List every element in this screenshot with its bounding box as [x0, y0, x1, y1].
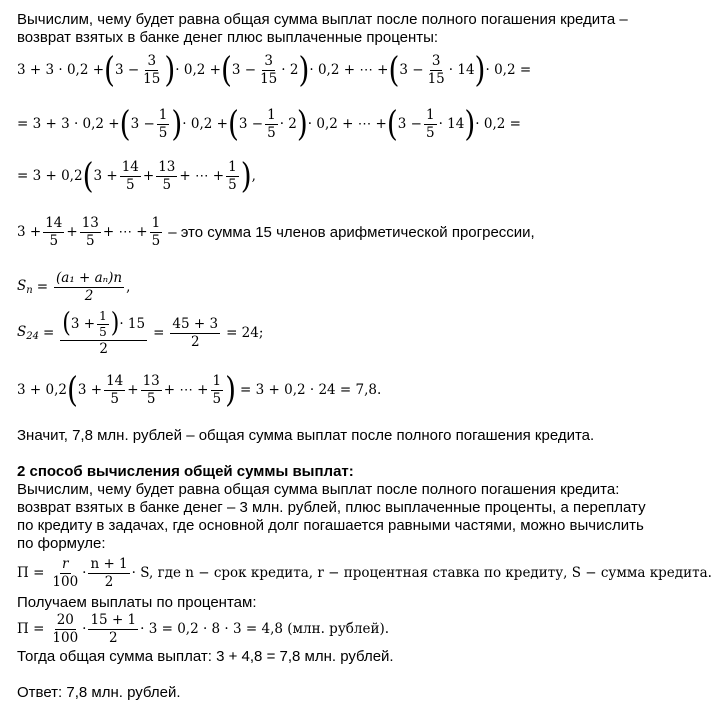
equation-progression	[17, 212, 535, 252]
equation-sum-simplified: = 3 + 3 · 0,2 + ( 3 − $\frac{1}{5}$ ) · 0,2 + ( 3 − $\frac{1}{5}$ · 2 ) · 0,2 + ⋯ + ( 3 − $\frac{1}{5}$ · 14 ) · 0,2 =	[17, 102, 521, 144]
eq5-fraction: $\frac{\text{(a₁ + aₙ)n}}{2}$	[56, 270, 123, 304]
eq5-equals: =	[36, 279, 49, 295]
formula-fraction-2: $\frac{n + 1}{2}$	[90, 556, 128, 590]
eq1-term2-post: · 0,2 + ⋯ +	[309, 62, 389, 78]
eq1-term3-post: · 0,2 =	[485, 62, 532, 78]
eq1-term1-post: · 0,2 +	[175, 62, 221, 78]
eq4-fraction-1: $\frac{14}{5}$	[45, 215, 63, 249]
eq3-plus-dots: + ⋯ +	[179, 168, 225, 184]
eq3-fraction-1: $\frac{14}{5}$	[121, 159, 139, 193]
eq7-fraction-2: $\frac{13}{5}$	[142, 373, 160, 407]
calc-rest: · 3 = 0,2 · 8 · 3 = 4,8 (млн. рублей).	[140, 621, 390, 637]
eq6-result: = 24;	[226, 325, 264, 341]
eq3-fraction-2: $\frac{13}{5}$	[158, 159, 176, 193]
eq2-term2-fraction: $\frac{1}{5}$	[267, 107, 276, 141]
eq3-a: 3 +	[93, 168, 118, 184]
eq7-a: 3 +	[77, 382, 103, 398]
eq3-plus-1: +	[142, 168, 155, 184]
eq1-term2-fraction: $\frac{3}{15}$	[260, 53, 278, 87]
intro-line-1: Вычислим, чему будет равна общая сумма выплат после полного погашения кредита –	[17, 11, 628, 28]
eq6-equals: =	[42, 325, 55, 341]
eq4-a: 3 +	[17, 224, 42, 240]
formula-fraction-1: $\frac{r}{100}$	[52, 556, 79, 590]
eq2-term2-post: · 0,2 + ⋯ +	[307, 116, 387, 132]
calc-fraction-1: $\frac{20}{100}$	[52, 612, 79, 646]
eq4-plus-dots: + ⋯ +	[102, 224, 148, 240]
calc-dot: ·	[82, 621, 87, 637]
eq5-end: ,	[126, 279, 131, 295]
eq6-fraction-main: ( 3 + $\frac{1}{5}$ ) · 15 2	[62, 308, 146, 357]
eq7-start: 3 + 0,2	[17, 382, 67, 398]
eq1-term2-mid: · 2	[281, 62, 299, 78]
eq2-term3-pre: 3 −	[397, 116, 422, 132]
eq1-term3-fraction: $\frac{3}{15}$	[427, 53, 445, 87]
answer-line: Ответ: 7,8 млн. рублей.	[17, 684, 181, 701]
eq2-term1-fraction: $\frac{1}{5}$	[158, 107, 168, 141]
eq7-fraction-1: $\frac{14}{5}$	[106, 373, 124, 407]
eq2-start: = 3 + 3 · 0,2 +	[17, 116, 120, 132]
eq3-fraction-3: $\frac{1}{5}$	[228, 159, 237, 193]
eq2-term3-mid: · 14	[438, 116, 465, 132]
eq4-fraction-2: $\frac{13}{5}$	[81, 215, 99, 249]
total-line: Тогда общая сумма выплат: 3 + 4,8 = 7,8 млн. рублей.	[17, 648, 394, 665]
overpayment-formula	[17, 553, 712, 593]
eq7-plus-1: +	[127, 382, 139, 398]
eq1-term2-pre: 3 −	[231, 62, 257, 78]
eq2-term3-fraction: $\frac{1}{5}$	[426, 107, 435, 141]
eq3-end: ,	[251, 168, 256, 184]
eq7-plus-dots: + ⋯ +	[163, 382, 209, 398]
eq4-fraction-3: $\frac{1}{5}$	[151, 215, 161, 249]
equation-s24	[17, 310, 263, 356]
eq1-term3-mid: · 14	[448, 62, 475, 78]
intro-line-2: возврат взятых в банке денег плюс выплаченные проценты:	[17, 29, 439, 46]
eq1-start: 3 + 3 · 0,2 +	[17, 62, 105, 78]
formula-rest: · S, где n − срок кредита, r − процентная ставка по кредиту, S − сумма кредита.	[131, 565, 712, 581]
formula-lhs: П =	[17, 565, 45, 581]
eq1-term3-pre: 3 −	[399, 62, 424, 78]
eq2-term2-mid: · 2	[279, 116, 297, 132]
eq4-text: – это сумма 15 членов арифметической прогрессии,	[168, 223, 535, 241]
formula-dot: ·	[82, 565, 87, 581]
eq6-lhs: $S_{24}$	[17, 324, 39, 342]
eq6-fraction-2: $\frac{45 + 3}{2}$	[172, 316, 219, 350]
eq4-plus-1: +	[66, 224, 78, 240]
method-2-line-3: по кредиту в задачах, где основной долг погашается равными частями, можно вычислить	[17, 517, 644, 534]
equation-sum-formula	[17, 268, 130, 306]
conclusion-1: Значит, 7,8 млн. рублей – общая сумма выплат после полного погашения кредита.	[17, 427, 595, 444]
equation-sum-expanded: 3 + 3 · 0,2 + ( 3 − $\frac{3}{15}$ ) · 0,2 + ( 3 − $\frac{3}{15}$ · 2 ) · 0,2 + ⋯ + ( 3 − $\frac{3}{15}$ · 14 ) · 0,2 =	[17, 48, 532, 90]
method-2-line-2: возврат взятых в банке денег – 3 млн. рублей, плюс выплаченные проценты, а переплату	[17, 499, 646, 516]
eq6-inner-fraction: $\frac{1}{5}$	[99, 309, 107, 339]
equation-factored: = 3 + 0,2 ( 3 + $\frac{14}{5}$ + $\frac{13}{5}$ + ⋯ + $\frac{1}{5}$ ) ,	[17, 154, 256, 196]
eq2-term2-pre: 3 −	[238, 116, 264, 132]
eq1-term1-fraction: $\frac{3}{15}$	[143, 53, 161, 87]
calc-fraction-2: $\frac{15 + 1}{2}$	[90, 612, 137, 646]
equation-final-result: 3 + 0,2 ( 3 + $\frac{14}{5}$ + $\frac{13}{5}$ + ⋯ + $\frac{1}{5}$ ) = 3 + 0,2 · 24 = 7,8.	[17, 368, 382, 410]
method-2-line-1: Вычислим, чему будет равна общая сумма выплат после полного погашения кредита:	[17, 481, 620, 498]
receive-line: Получаем выплаты по процентам:	[17, 594, 257, 611]
eq7-end: = 3 + 0,2 · 24 = 7,8.	[240, 382, 382, 398]
eq6-equals-2: =	[153, 325, 165, 341]
method-2-heading: 2 способ вычисления общей суммы выплат:	[17, 463, 354, 480]
eq1-term1-pre: 3 −	[114, 62, 140, 78]
eq5-lhs: $S_n$	[17, 278, 33, 296]
method-2-line-4: по формуле:	[17, 535, 106, 552]
interest-calculation	[17, 609, 389, 649]
eq3-start: = 3 + 0,2	[17, 168, 83, 184]
eq7-fraction-3: $\frac{1}{5}$	[212, 373, 222, 407]
eq2-term3-post: · 0,2 =	[475, 116, 521, 132]
eq2-term1-post: · 0,2 +	[182, 116, 228, 132]
eq2-term1-pre: 3 −	[130, 116, 155, 132]
calc-lhs: П =	[17, 621, 45, 637]
